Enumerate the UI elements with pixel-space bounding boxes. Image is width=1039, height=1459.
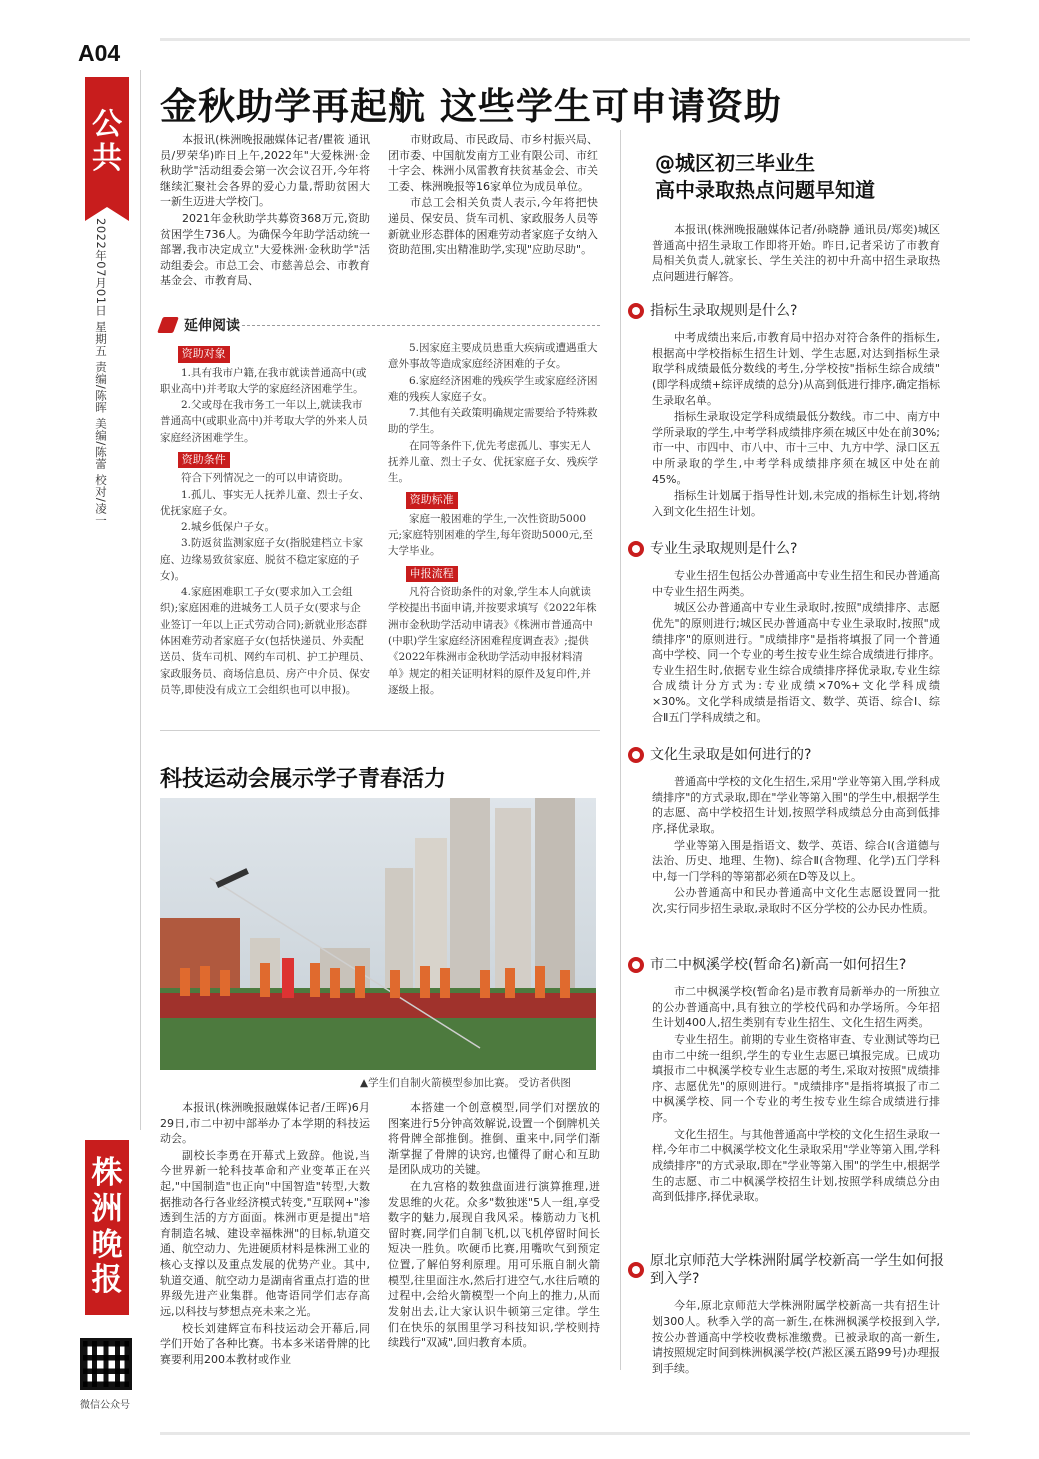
- pen-icon: [157, 317, 179, 333]
- question-heading: [628, 540, 946, 558]
- paragraph: 家庭一般困难的学生,一次性资助5000元;家庭特别困难的学生,每年资助5000元,至大学毕业。: [388, 512, 593, 558]
- answer-text: [652, 330, 940, 519]
- bottom-rule: [160, 1432, 970, 1435]
- article3-intro: [652, 222, 940, 285]
- paragraph: 中考成绩出来后,市教育局中招办对符合条件的指标生,根据高中学校指标生招生计划、学生志愿,对达到指标生录取学科成绩最低分数线的考生,分学校按"指标生综合成绩"(即学科成绩+综评成绩的总分)从高到低进行排序,确定指标生录取名单。: [652, 331, 940, 407]
- subhead-tag: 申报流程: [406, 566, 458, 583]
- answer-text: [652, 568, 940, 725]
- paragraph: 市二中枫溪学校(暂命名)是市教育局新举办的一所独立的公办普通高中,具有独立的学校代码和办学场所。今年招生计划400人,招生类别有专业生招生、文化生招生两类。: [652, 985, 940, 1030]
- question-text: 原北京师范大学株洲附属学校新高一学生如何报到入学?: [650, 1253, 944, 1288]
- margin-rule: [140, 70, 141, 1130]
- qr-code-icon[interactable]: [80, 1338, 132, 1390]
- qr-label: 微信公众号: [80, 1400, 130, 1411]
- answer-text: [652, 774, 940, 916]
- qa-section: [628, 302, 946, 521]
- extended-column-2: [388, 340, 598, 698]
- paragraph: 在九宫格的数独盘面进行演算推理,迸发思维的火花。众多"数独迷"5人一组,享受数字的魅力,展现自我风采。榛筋动力飞机留时赛,同学们自制飞机,以飞机停留时间长短决一胜负。吹硬币比赛,用嘴吹气到预定位置,了解伯努利原理。用可乐瓶自制火箭模型,往里面注水,然后打进空气,水往后喷的过程中,会给火箭模型一个向上的推力,从而发射出去,让大家认识牛顿第三定律。学生们在快乐的氛围里学习科技知识,学校则持续践行"双减",回归教育本质。: [388, 1180, 600, 1350]
- paragraph: 4.家庭困难职工子女(要求加入工会组织);家庭困难的进城务工人员子女(要求与企业签订一年以上正式劳动合同);新就业形态群体困难劳动者家庭子女(包括快递员、外卖配送员、货车司机、网约车司机、护工护理员、家政服务员、商场信息员、房产中介员、保安员等,即使没有成立工会组织也可以申报)。: [160, 586, 370, 696]
- column-rule: [620, 130, 621, 1370]
- brand-char: 晚: [91, 1226, 123, 1263]
- paragraph: 文化生招生。与其他普通高中学校的文化生招生录取一样,今年市二中枫溪学校文化生录取采用"学业等第入围,学科成绩排序"的方式录取,即在"学业等第入围"的学生中,根据学生的志愿、市二中枫溪学校招生计划,按照学科成绩总分由高到低排序,择优录取。: [652, 1127, 940, 1204]
- paragraph: 2021年金秋助学共募资368万元,资助贫困学生736人。为确保今年助学活动统一部署,我市决定成立"大爱株洲·金秋助学"活动组委会。市总工会、市慈善总会、市教育基金会、市教育局、: [160, 212, 370, 288]
- question-heading: [628, 1252, 946, 1288]
- paragraph: 普通高中学校的文化生招生,采用"学业等第入围,学科成绩排序"的方式录取,即在"学业等第入围"的学生中,根据学生的志愿、高中学校招生计划,按照学科成绩总分由高到低排序,择优录取。: [652, 775, 940, 836]
- paragraph: 学业等第入围是指语文、数学、英语、综合Ⅰ(含道德与法治、历史、地理、生物)、综合Ⅱ(含物理、化学)五门学科中,每一门学科的等第都必须在D等及以上。: [652, 838, 940, 883]
- qa-section: [628, 956, 946, 1206]
- photo-illustration: [160, 798, 596, 1070]
- dashed-rule: [242, 325, 600, 326]
- paragraph: 指标生录取设定学科成绩最低分数线。市二中、南方中学所录取的学生,中考学科成绩排序须在城区中处在前30%;市一中、市四中、市八中、市十三中、九方中学、渌口区五中所录取的学生,中考学科成绩排序须在城区中处在前45%。: [652, 410, 940, 486]
- answer-text: [652, 984, 940, 1205]
- paragraph: 城区公办普通高中专业生录取时,按照"成绩排序、志愿优先"的原则进行;城区民办普通高中专业生录取时,按照"成绩排序"的原则进行。"成绩排序"是指将填报了同一个普通高中学校、同一个专业的考生按专业生综合成绩进行排序。专业生招生时,依据专业生综合成绩排序择优录取,专业生综合成绩计分方式为:专业成绩×70%+文化学科成绩×30%。文化学科成绩是指语文、数学、英语、综合Ⅰ、综合Ⅱ五门学科成绩之和。: [652, 601, 940, 724]
- paragraph: 市总工会相关负责人表示,今年将把快递员、保安员、货车司机、家政服务人员等新就业形态群体的困难劳动者家庭子女纳入资助范围,实出精准助学,实现"应助尽助"。: [388, 196, 598, 257]
- section-char: 共: [92, 141, 122, 176]
- question-text: 指标生录取规则是什么?: [650, 303, 798, 319]
- paragraph: 专业生招生包括公办普通高中专业生招生和民办普通高中专业生招生两类。: [652, 569, 940, 598]
- question-heading: [628, 956, 946, 974]
- bullet-circle-icon: [628, 303, 644, 319]
- paragraph: 1.孤儿、事实无人抚养儿童、烈士子女、优抚家庭子女。: [160, 488, 370, 517]
- section-tab: [85, 77, 129, 207]
- photo-caption: ▲学生们自制火箭模型参加比赛。 受访者供图: [360, 1077, 571, 1089]
- question-text: 文化生录取是如何进行的?: [650, 747, 812, 763]
- bullet-circle-icon: [628, 957, 644, 973]
- extended-reading-header: [160, 312, 600, 338]
- article1-headline: 金秋助学再起航 这些学生可申请资助: [160, 85, 782, 128]
- extended-column-1: [160, 340, 370, 698]
- top-rule: [160, 38, 970, 41]
- subhead-tag: 资助标准: [406, 492, 458, 509]
- article2-column-1: [160, 1100, 370, 1368]
- paragraph: 市财政局、市民政局、市乡村振兴局、团市委、中国航发南方工业有限公司、市红十字会、株洲小凤雷教育扶贫基金会、市关工委、株洲晚报等16家单位为成员单位。: [388, 133, 598, 193]
- article2-column-2: [388, 1100, 600, 1352]
- article1-column-1: [160, 132, 370, 290]
- paragraph: 符合下列情况之一的可以申请资助。: [181, 472, 349, 485]
- article1-column-2: [388, 132, 598, 259]
- paragraph: 6.家庭经济困难的残疾学生或家庭经济困难的残疾人家庭子女。: [388, 374, 598, 403]
- newspaper-brand: [85, 1140, 129, 1315]
- bullet-circle-icon: [628, 541, 644, 557]
- qa-section: [628, 746, 946, 918]
- brand-char: 报: [91, 1262, 123, 1299]
- paragraph: 3.防返贫监测家庭子女(指脱建档立卡家庭、边缘易致贫家庭、脱贫不稳定家庭的子女)。: [160, 537, 364, 582]
- paragraph: 指标生计划属于指导性计划,未完成的指标生计划,将纳入到文化生招生计划。: [652, 489, 940, 518]
- paragraph: 2.父或母在我市务工一年以上,就读我市普通高中(或职业高中)并考取大学的外来人员家庭经济困难学生。: [160, 399, 368, 444]
- rocket-contest-photo: [160, 798, 596, 1070]
- paragraph: 校长刘建辉宣布科技运动会开幕后,同学们开始了各种比赛。书本多米诺骨牌的比赛要利用200本教材或作业: [160, 1321, 370, 1366]
- paragraph: 2.城乡低保户子女。: [181, 521, 276, 534]
- paragraph: 在同等条件下,优先考虑孤儿、事实无人抚养儿童、烈士子女、优抚家庭子女、残疾学生。: [388, 439, 598, 485]
- article3-headline: @城区初三毕业生 高中录取热点问题早知道: [655, 151, 875, 202]
- paragraph: 副校长李勇在开幕式上致辞。他说,当今世界新一轮科技革命和产业变革正在兴起,"中国制造"也正向"中国智造"转型,大数据推动各行各业经济模式转变,"互联网+"渗透到生活的方方面面。株洲市更是提出"培育制造名城、建设幸福株洲"的目标,轨道交通、航空动力、先进硬质材料是株洲工业的核心支撑以及重点发展的优势产业。其中,轨道交通、航空动力是湖南省重点打造的世界级先进产业集群。他寄语同学们志存高远,以科技与梦想点亮未来之光。: [160, 1148, 370, 1318]
- article2-headline: 科技运动会展示学子青春活力: [160, 767, 447, 792]
- question-text: 专业生录取规则是什么?: [650, 541, 798, 557]
- brand-char: 洲: [91, 1190, 123, 1227]
- brand-char: 株: [91, 1155, 123, 1192]
- paragraph: 本报讯(株洲晚报融媒体记者/瞿筱 通讯员/罗荣华)昨日上午,2022年"大爱株洲·金秋助学"活动组委会第一次会议召开,今年将继续汇聚社会各界的爱心力量,帮助贫困大一新生迈进大学校门。: [160, 133, 370, 209]
- question-heading: [628, 302, 946, 320]
- paragraph: 专业生招生。前期的专业生资格审查、专业测试等均已由市二中统一组织,学生的专业生志愿已填报完成。已成功填报市二中枫溪学校专业生志愿的考生,采取对按照"成绩排序、志愿优先"的原则进行。"成绩排序"是指将填报了市二中枫溪学校、同一个专业的考生按专业生综合成绩进行排序。: [652, 1033, 940, 1125]
- question-text: 市二中枫溪学校(暂命名)新高一如何招生?: [650, 957, 907, 973]
- paragraph: 本报讯(株洲晚报融媒体记者/王晖)6月29日,市二中初中部举办了本学期的科技运动会。: [160, 1101, 370, 1146]
- dateline: 2022年07月01日 星期五 责编/陈晖 美编/陈蕾 校对/凌一: [94, 218, 108, 527]
- paragraph: 本搭建一个创意模型,同学们对摆放的图案进行5分钟高效解说,设置一个倒牌机关将骨牌全部推倒。推倒、重来中,同学们渐渐掌握了骨牌的诀窍,也懂得了耐心和互助是团队成功的关键。: [388, 1101, 600, 1177]
- paragraph: 公办普通高中和民办普通高中文化生志愿设置同一批次,实行同步招生录取,录取时不区分学校的公办民办性质。: [652, 886, 940, 916]
- extended-reading-label: 延伸阅读: [184, 318, 240, 334]
- bullet-circle-icon: [628, 747, 644, 763]
- question-heading: [628, 746, 946, 764]
- paragraph: 凡符合资助条件的对象,学生本人向就读学校提出书面申请,并按要求填写《2022年株洲市金秋助学活动申请表》《株洲市普通高中(中职)学生家庭经济困难程度调查表》;提供《2022年株洲市金秋助学活动申报材料清单》规定的相关证明材料的原件及复印件,并逐级上报。: [388, 586, 597, 696]
- paragraph: 1.具有我市户籍,在我市就读普通高中(或职业高中)并考取大学的家庭经济困难学生。: [160, 366, 367, 395]
- paragraph: 7.其他有关政策明确规定需要给予特殊救助的学生。: [388, 407, 598, 436]
- paragraph: 5.因家庭主要成员患重大疾病或遭遇重大意外事故等造成家庭经济困难的子女。: [388, 342, 598, 371]
- subhead-tag: 资助条件: [178, 452, 230, 469]
- paragraph: 今年,原北京师范大学株洲附属学校新高一共有招生计划300人。秋季入学的高一新生,在株洲枫溪学校报到入学,按公办普通高中学校收费标准缴费。已被录取的高一新生,请按照规定时间到株洲枫溪学校(芦淞区溪五路99号)办理报到手续。: [652, 1299, 940, 1375]
- paragraph: 本报讯(株洲晚报融媒体记者/孙晓静 通讯员/郑奕)城区普通高中招生录取工作即将开始。昨日,记者采访了市教育局相关负责人,就家长、学生关注的初中升高中招生录取热点问题进行解答。: [652, 223, 940, 283]
- page-number: A04: [78, 40, 121, 66]
- qa-section: [628, 1252, 946, 1377]
- subhead-tag: 资助对象: [178, 346, 230, 363]
- answer-text: [652, 1298, 940, 1376]
- bullet-circle-icon: [628, 1262, 644, 1278]
- qa-section: [628, 540, 946, 726]
- section-divider: [160, 730, 600, 731]
- section-char: 公: [92, 106, 122, 142]
